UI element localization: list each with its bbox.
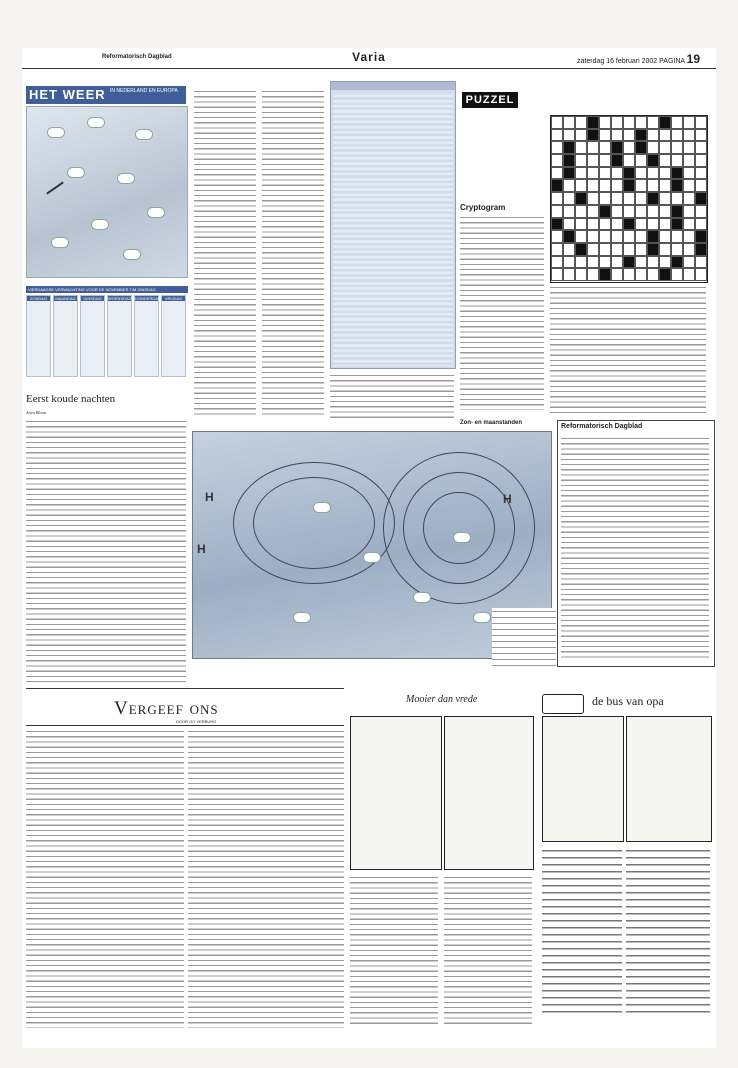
crossword-cell bbox=[623, 205, 635, 218]
high-pressure-icon: H bbox=[503, 492, 512, 506]
crossword-cell bbox=[635, 167, 647, 180]
crossword-cell bbox=[623, 218, 635, 231]
map-legend bbox=[492, 608, 556, 668]
crossword-cell bbox=[623, 243, 635, 256]
crossword-cell bbox=[683, 243, 695, 256]
forecast-day: DINSDAG bbox=[80, 295, 105, 377]
crossword-cell bbox=[611, 116, 623, 129]
crossword-cell bbox=[563, 129, 575, 142]
crossword-cell bbox=[575, 154, 587, 167]
crossword-cell bbox=[575, 243, 587, 256]
crossword-cell bbox=[635, 230, 647, 243]
crossword-grid bbox=[550, 115, 708, 283]
crossword-cell bbox=[671, 205, 683, 218]
crossword-cell bbox=[635, 218, 647, 231]
crossword-cell bbox=[635, 129, 647, 142]
weather-forecast-text bbox=[330, 372, 454, 422]
forecast-day: DONDERDAG bbox=[134, 295, 159, 377]
crossword-cell bbox=[587, 230, 599, 243]
crossword-cell bbox=[599, 230, 611, 243]
crossword-cell bbox=[611, 268, 623, 281]
crossword-cell bbox=[599, 205, 611, 218]
crossword-cell bbox=[587, 179, 599, 192]
forecast-header: VIERDAAGSE VERWACHTING VOOR DE NOVEMBER T/M DINSDAG bbox=[26, 286, 188, 293]
crossword-cell bbox=[599, 129, 611, 142]
cryptogram-title: Cryptogram bbox=[460, 203, 506, 212]
crossword-cell bbox=[575, 256, 587, 269]
crossword-cell bbox=[611, 230, 623, 243]
page-date: zaterdag 16 februari 2002 PAGINA 19 bbox=[577, 52, 700, 66]
crossword-cell bbox=[563, 179, 575, 192]
crossword-cell bbox=[683, 116, 695, 129]
sun-moon-title: Zon- en maanstanden bbox=[460, 420, 523, 426]
cloud-icon bbox=[363, 552, 381, 563]
crossword-cell bbox=[659, 179, 671, 192]
crossword-cell bbox=[635, 192, 647, 205]
crossword-cell bbox=[611, 192, 623, 205]
crossword-cell bbox=[599, 154, 611, 167]
crossword-cell bbox=[671, 179, 683, 192]
crossword-cell bbox=[659, 129, 671, 142]
weather-brand-sub: IN NEDERLAND EN EUROPA bbox=[110, 88, 178, 94]
crossword-cell bbox=[563, 167, 575, 180]
crossword-cell bbox=[551, 256, 563, 269]
cloud-icon bbox=[453, 532, 471, 543]
column-body bbox=[26, 728, 184, 1028]
cloud-icon bbox=[87, 117, 105, 128]
crossword-cell bbox=[635, 243, 647, 256]
crossword-cell bbox=[659, 256, 671, 269]
crossword-cell bbox=[659, 167, 671, 180]
crossword-cell bbox=[659, 141, 671, 154]
crossword-cell bbox=[599, 167, 611, 180]
cloud-icon bbox=[413, 592, 431, 603]
crossword-cell bbox=[575, 205, 587, 218]
isobar bbox=[423, 492, 495, 564]
crossword-cell bbox=[635, 256, 647, 269]
crossword-cell bbox=[683, 141, 695, 154]
crossword-cell bbox=[659, 192, 671, 205]
crossword-cell bbox=[611, 141, 623, 154]
crossword-cell bbox=[599, 268, 611, 281]
crossword-cell bbox=[563, 116, 575, 129]
crossword-cell bbox=[611, 243, 623, 256]
crossword-cell bbox=[635, 154, 647, 167]
crossword-cell bbox=[587, 154, 599, 167]
crossword-cell bbox=[659, 243, 671, 256]
crossword-cell bbox=[563, 205, 575, 218]
newspaper-page bbox=[22, 48, 716, 1048]
crossword-cell bbox=[611, 154, 623, 167]
crossword-cell bbox=[623, 230, 635, 243]
forecast-day: VRIJDAG bbox=[161, 295, 186, 377]
crossword-cell bbox=[683, 154, 695, 167]
crossword-cell bbox=[683, 230, 695, 243]
crossword-cell bbox=[671, 129, 683, 142]
crossword-cell bbox=[695, 116, 707, 129]
colophon-text bbox=[561, 435, 709, 661]
crossword-cell bbox=[551, 205, 563, 218]
comic-text bbox=[350, 874, 438, 1024]
temperature-table bbox=[330, 81, 456, 369]
crossword-cell bbox=[647, 179, 659, 192]
crossword-cell bbox=[551, 116, 563, 129]
cryptogram-clues bbox=[460, 214, 544, 410]
crossword-cell bbox=[575, 179, 587, 192]
crossword-cell bbox=[623, 129, 635, 142]
crossword-cell bbox=[587, 167, 599, 180]
paper-name: Reformatorisch Dagblad bbox=[102, 54, 172, 60]
crossword-cell bbox=[671, 230, 683, 243]
cloud-icon bbox=[91, 219, 109, 230]
crossword-cell bbox=[599, 116, 611, 129]
crossword-cell bbox=[683, 192, 695, 205]
crossword-cell bbox=[575, 230, 587, 243]
crossword-cell bbox=[671, 167, 683, 180]
crossword-cell bbox=[695, 256, 707, 269]
crossword-cell bbox=[563, 154, 575, 167]
crossword-cell bbox=[611, 179, 623, 192]
crossword-cell bbox=[587, 205, 599, 218]
section-title: Varia bbox=[352, 50, 386, 64]
crossword-cell bbox=[695, 268, 707, 281]
crossword-cell bbox=[575, 218, 587, 231]
crossword-cell bbox=[551, 268, 563, 281]
crossword-cell bbox=[623, 154, 635, 167]
crossword-cell bbox=[683, 167, 695, 180]
crossword-cell bbox=[599, 179, 611, 192]
column-body bbox=[188, 728, 344, 1028]
crossword-cell bbox=[551, 218, 563, 231]
crossword-cell bbox=[671, 141, 683, 154]
crossword-cell bbox=[599, 192, 611, 205]
crossword-cell bbox=[695, 230, 707, 243]
crossword-cell bbox=[671, 192, 683, 205]
puzzle-brand: PUZZEL bbox=[462, 92, 518, 108]
crossword-cell bbox=[563, 218, 575, 231]
crossword-cell bbox=[551, 129, 563, 142]
bus-icon bbox=[542, 694, 584, 714]
column-title: Vergeef ons bbox=[114, 698, 219, 719]
crossword-cell bbox=[551, 230, 563, 243]
crossword-cell bbox=[695, 192, 707, 205]
forecast-day: MAANDAG bbox=[53, 295, 78, 377]
crossword-cell bbox=[587, 243, 599, 256]
comic-text bbox=[542, 846, 622, 1016]
crossword-cell bbox=[647, 218, 659, 231]
crossword-cell bbox=[611, 129, 623, 142]
crossword-cell bbox=[659, 218, 671, 231]
high-pressure-icon: H bbox=[205, 490, 214, 504]
crossword-cell bbox=[671, 268, 683, 281]
crossword-cell bbox=[647, 129, 659, 142]
crossword-cell bbox=[563, 141, 575, 154]
crossword-cell bbox=[575, 268, 587, 281]
wind-arrow-icon bbox=[46, 181, 64, 194]
crossword-cell bbox=[599, 256, 611, 269]
crossword-cell bbox=[575, 167, 587, 180]
crossword-cell bbox=[551, 243, 563, 256]
weather-brand: HET WEER IN NEDERLAND EN EUROPA bbox=[26, 86, 186, 104]
crossword-cell bbox=[683, 218, 695, 231]
cloud-icon bbox=[51, 237, 69, 248]
crossword-cell bbox=[551, 192, 563, 205]
crossword-cell bbox=[695, 129, 707, 142]
crossword-cell bbox=[575, 129, 587, 142]
crossword-cell bbox=[647, 256, 659, 269]
cloud-icon bbox=[123, 249, 141, 260]
cryptogram-solution bbox=[550, 284, 706, 414]
crossword-cell bbox=[647, 243, 659, 256]
comic-panel bbox=[542, 716, 624, 842]
crossword-cell bbox=[671, 154, 683, 167]
crossword-cell bbox=[695, 243, 707, 256]
crossword-cell bbox=[659, 116, 671, 129]
column-header bbox=[26, 688, 344, 726]
comic-title: de bus van opa bbox=[592, 694, 664, 708]
crossword-cell bbox=[647, 192, 659, 205]
cloud-icon bbox=[67, 167, 85, 178]
crossword-cell bbox=[695, 179, 707, 192]
crossword-cell bbox=[587, 192, 599, 205]
crossword-cell bbox=[635, 116, 647, 129]
crossword-cell bbox=[671, 218, 683, 231]
comic-panel bbox=[444, 716, 534, 870]
crossword-cell bbox=[599, 141, 611, 154]
crossword-cell bbox=[587, 268, 599, 281]
cloud-icon bbox=[135, 129, 153, 140]
crossword-cell bbox=[635, 268, 647, 281]
crossword-cell bbox=[599, 218, 611, 231]
crossword-cell bbox=[683, 179, 695, 192]
crossword-cell bbox=[575, 116, 587, 129]
crossword-cell bbox=[551, 141, 563, 154]
crossword-cell bbox=[587, 256, 599, 269]
article-title: Eerst koude nachten bbox=[26, 393, 116, 405]
crossword-cell bbox=[623, 141, 635, 154]
crossword-cell bbox=[575, 192, 587, 205]
comic-panel bbox=[350, 716, 442, 870]
high-pressure-icon: H bbox=[197, 542, 206, 556]
crossword-cell bbox=[671, 256, 683, 269]
comic-title: Mooier dan vrede bbox=[406, 694, 478, 705]
forecast-day: WOENSDAG bbox=[107, 295, 132, 377]
crossword-cell bbox=[611, 218, 623, 231]
crossword-cell bbox=[671, 116, 683, 129]
crossword-cell bbox=[587, 129, 599, 142]
article-author: Arjen Bloem bbox=[26, 410, 47, 415]
crossword-cell bbox=[695, 154, 707, 167]
crossword-cell bbox=[647, 167, 659, 180]
cloud-icon bbox=[47, 127, 65, 138]
crossword-cell bbox=[659, 205, 671, 218]
crossword-cell bbox=[647, 205, 659, 218]
crossword-cell bbox=[671, 243, 683, 256]
crossword-cell bbox=[563, 243, 575, 256]
weather-article-body bbox=[26, 418, 186, 683]
crossword-cell bbox=[683, 256, 695, 269]
crossword-cell bbox=[695, 167, 707, 180]
weather-forecast-text bbox=[262, 88, 324, 418]
crossword-cell bbox=[587, 141, 599, 154]
crossword-cell bbox=[599, 243, 611, 256]
crossword-cell bbox=[563, 268, 575, 281]
crossword-cell bbox=[563, 256, 575, 269]
crossword-cell bbox=[623, 192, 635, 205]
crossword-cell bbox=[635, 205, 647, 218]
crossword-cell bbox=[551, 179, 563, 192]
crossword-cell bbox=[611, 205, 623, 218]
crossword-cell bbox=[635, 179, 647, 192]
crossword-cell bbox=[563, 230, 575, 243]
crossword-cell bbox=[623, 268, 635, 281]
colophon-box bbox=[557, 420, 715, 667]
crossword-cell bbox=[683, 268, 695, 281]
weather-map-netherlands bbox=[26, 106, 188, 278]
crossword-cell bbox=[611, 167, 623, 180]
cloud-icon bbox=[293, 612, 311, 623]
cloud-icon bbox=[473, 612, 491, 623]
crossword-cell bbox=[647, 116, 659, 129]
crossword-cell bbox=[683, 205, 695, 218]
cloud-icon bbox=[313, 502, 331, 513]
comic-panel bbox=[626, 716, 712, 842]
isobar bbox=[253, 477, 375, 569]
crossword-cell bbox=[623, 256, 635, 269]
column-author: DOOR GO VERBURG bbox=[176, 719, 217, 724]
forecast-day: ZONDAG bbox=[26, 295, 51, 377]
crossword-cell bbox=[647, 268, 659, 281]
crossword-cell bbox=[587, 116, 599, 129]
comic-text bbox=[626, 846, 710, 1016]
crossword-cell bbox=[551, 154, 563, 167]
crossword-cell bbox=[647, 154, 659, 167]
crossword-cell bbox=[695, 141, 707, 154]
page-header bbox=[22, 48, 716, 69]
crossword-cell bbox=[623, 116, 635, 129]
crossword-cell bbox=[611, 256, 623, 269]
colophon-title: Reformatorisch Dagblad bbox=[561, 423, 643, 430]
crossword-cell bbox=[635, 141, 647, 154]
crossword-cell bbox=[623, 179, 635, 192]
comic-text bbox=[444, 874, 532, 1024]
crossword-cell bbox=[647, 141, 659, 154]
crossword-cell bbox=[587, 218, 599, 231]
cloud-icon bbox=[117, 173, 135, 184]
crossword-cell bbox=[575, 141, 587, 154]
crossword-cell bbox=[683, 129, 695, 142]
weather-forecast-text bbox=[194, 88, 256, 418]
crossword-cell bbox=[563, 192, 575, 205]
cloud-icon bbox=[147, 207, 165, 218]
crossword-cell bbox=[695, 205, 707, 218]
crossword-cell bbox=[659, 268, 671, 281]
crossword-cell bbox=[623, 167, 635, 180]
crossword-cell bbox=[551, 167, 563, 180]
crossword-cell bbox=[647, 230, 659, 243]
crossword-cell bbox=[659, 230, 671, 243]
crossword-cell bbox=[695, 218, 707, 231]
crossword-cell bbox=[659, 154, 671, 167]
